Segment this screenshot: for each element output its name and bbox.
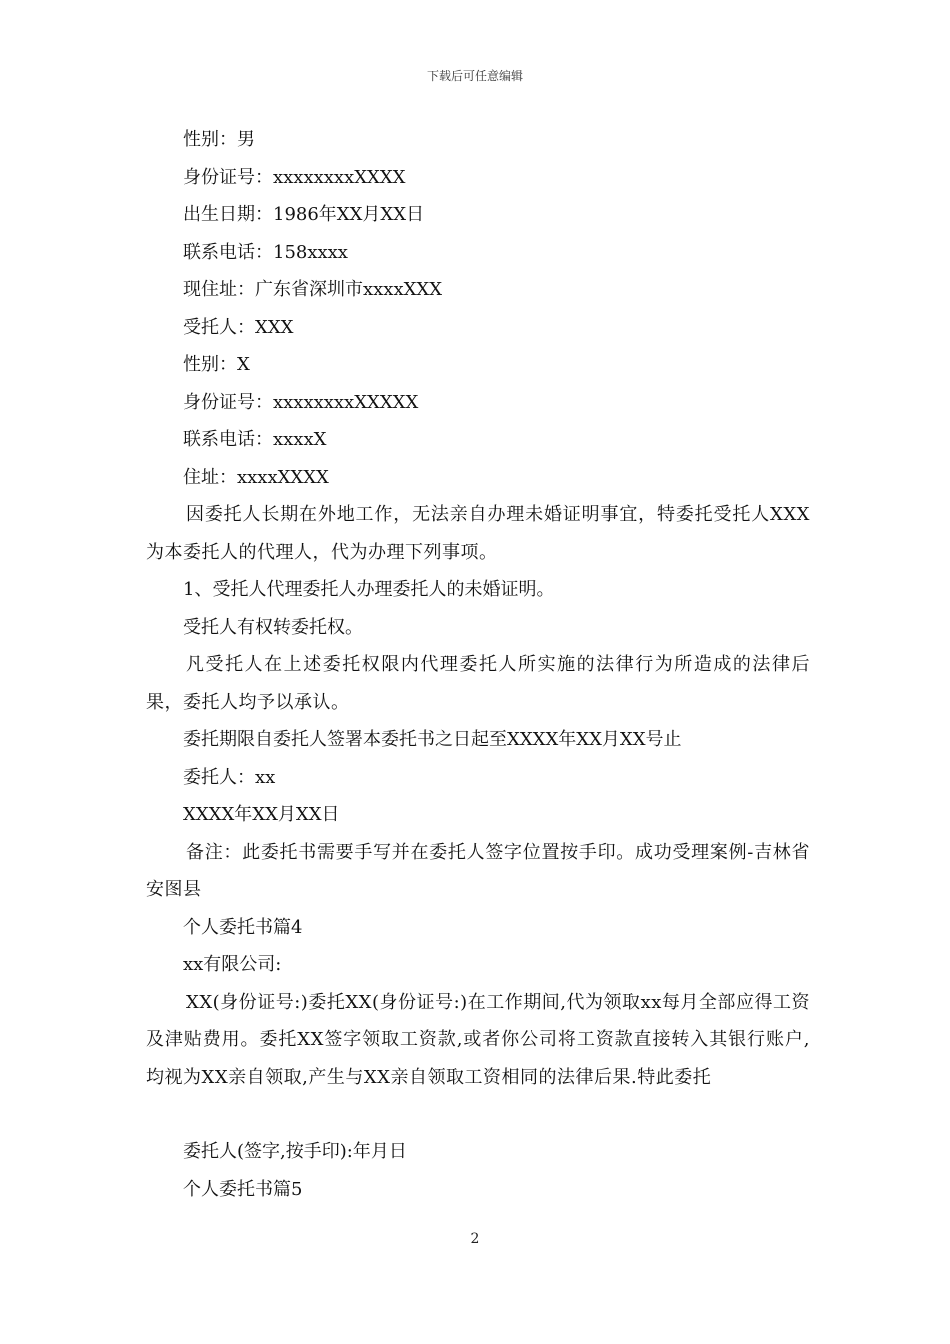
section-4-title: 个人委托书篇4 xyxy=(183,916,303,938)
signature-line: 委托人(签字,按手印):年月日 xyxy=(183,1141,407,1162)
page-number: 2 xyxy=(470,1231,480,1247)
agent-name: 受托人：XXX xyxy=(183,316,294,338)
principal-birth-date: 出生日期：1986年XX月XX日 xyxy=(183,204,425,225)
document-body xyxy=(146,121,810,1208)
date-line: XXXX年XX月XX日 xyxy=(183,804,340,825)
principal-gender: 性别：男 xyxy=(183,129,255,150)
blank-gap xyxy=(146,1096,810,1133)
term-line: 委托期限自委托人签署本委托书之日起至XXXX年XX月XX号止 xyxy=(183,729,682,750)
signer-line: 委托人：xx xyxy=(183,766,276,788)
agent-address: 住址：xxxxXXXX xyxy=(183,466,329,488)
agent-gender: 性别：X xyxy=(183,354,250,375)
company-line: xx有限公司: xyxy=(183,954,282,975)
note-paragraph: 备注：此委托书需要手写并在委托人签字位置按手印。成功受理案例-吉林省安图县 xyxy=(146,841,810,900)
agent-id-number: 身份证号：xxxxxxxxXXXXX xyxy=(183,391,419,413)
transfer-right: 受托人有权转委托权。 xyxy=(183,616,363,638)
legal-paragraph: 凡受托人在上述委托权限内代理委托人所实施的法律行为所造成的法律后果，委托人均予以承认。 xyxy=(146,654,810,713)
salary-paragraph: XX(身份证号:)委托XX(身份证号:)在工作期间,代为领取xx每月全部应得工资及津贴费用。委托XX签字领取工资款,或者你公司将工资款直接转入其银行账户,均视为XX亲自领取,产生与XX亲自领取工资相同的法律后果.特此委托 xyxy=(146,991,810,1088)
principal-id-number: 身份证号：xxxxxxxxXXXX xyxy=(183,166,406,188)
reason-paragraph: 因委托人长期在外地工作，无法亲自办理未婚证明事宜，特委托受托人XXX为本委托人的代理人，代为办理下列事项。 xyxy=(146,504,810,563)
agent-phone: 联系电话：xxxxX xyxy=(183,429,327,450)
principal-phone: 联系电话：158xxxx xyxy=(183,241,348,263)
page-header: 下载后可任意编辑 xyxy=(426,69,523,83)
principal-address: 现住址：广东省深圳市xxxxXXX xyxy=(183,279,443,300)
item-one: 1、受托人代理委托人办理委托人的未婚证明。 xyxy=(183,579,555,600)
section-5-title: 个人委托书篇5 xyxy=(183,1178,303,1200)
